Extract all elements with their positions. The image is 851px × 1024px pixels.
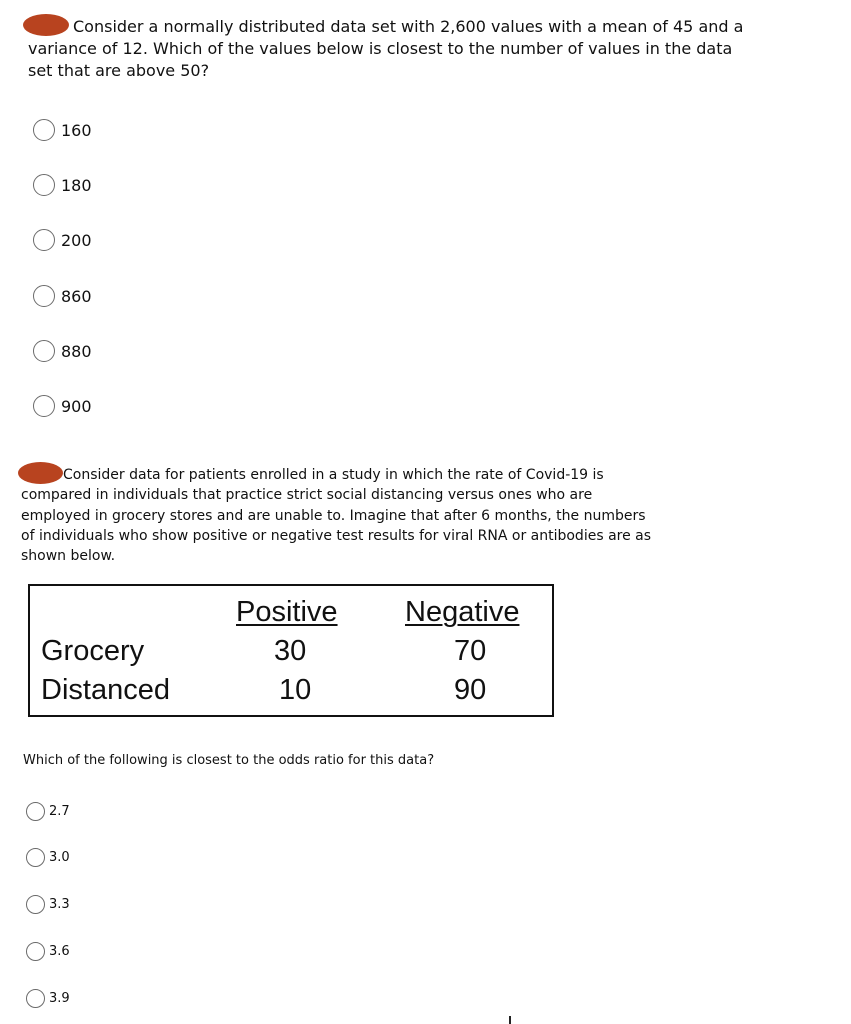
radio-button[interactable] <box>26 895 45 914</box>
row-label-distanced: Distanced <box>41 674 170 706</box>
header-negative: Negative <box>405 596 520 628</box>
radio-button[interactable] <box>33 395 55 417</box>
option-label: 160 <box>61 120 92 140</box>
q2-option-3-6[interactable] <box>26 942 70 961</box>
option-label: 3.3 <box>49 897 70 912</box>
q1-option-200[interactable] <box>33 229 92 251</box>
radio-button[interactable] <box>26 989 45 1008</box>
option-label: 860 <box>61 286 92 306</box>
question-1-text: Consider a normally distributed data set with 2,600 values with a mean of 45 and a variance of 12. Which of the values below is closest to the number of values in the data set that are above 50? <box>28 17 744 81</box>
cell-grocery-negative: 70 <box>454 635 487 667</box>
contingency-table <box>28 584 554 717</box>
radio-button[interactable] <box>26 802 45 821</box>
radio-button[interactable] <box>33 340 55 362</box>
q2-option-3-0[interactable] <box>26 848 70 867</box>
q2-option-3-3[interactable] <box>26 895 70 914</box>
option-label: 3.9 <box>49 991 70 1006</box>
q1-option-880[interactable] <box>33 340 92 362</box>
row-label-grocery: Grocery <box>41 635 145 667</box>
q1-option-160[interactable] <box>33 119 92 141</box>
radio-button[interactable] <box>33 174 55 196</box>
q1-option-180[interactable] <box>33 174 92 196</box>
option-label: 2.7 <box>49 804 70 819</box>
radio-button[interactable] <box>33 229 55 251</box>
radio-button[interactable] <box>33 285 55 307</box>
q2-option-2-7[interactable] <box>26 802 70 821</box>
header-positive: Positive <box>236 596 338 628</box>
option-label: 180 <box>61 175 92 195</box>
option-label: 200 <box>61 230 92 250</box>
option-label: 3.6 <box>49 944 70 959</box>
option-label: 3.0 <box>49 850 70 865</box>
q1-option-900[interactable] <box>33 395 92 417</box>
cell-distanced-negative: 90 <box>454 674 487 706</box>
radio-button[interactable] <box>33 119 55 141</box>
radio-button[interactable] <box>26 848 45 867</box>
option-label: 880 <box>61 341 92 361</box>
cell-grocery-positive: 30 <box>274 635 307 667</box>
q2-option-3-9[interactable] <box>26 989 70 1008</box>
option-label: 900 <box>61 396 92 416</box>
q1-option-860[interactable] <box>33 285 92 307</box>
radio-button[interactable] <box>26 942 45 961</box>
odds-ratio-prompt: Which of the following is closest to the odds ratio for this data? <box>23 753 435 768</box>
text-cursor-mark <box>509 1016 511 1024</box>
cell-distanced-positive: 10 <box>279 674 312 706</box>
question-2-text: Consider data for patients enrolled in a study in which the rate of Covid-19 is compared in individuals that practice strict social distancing versus ones who are employed in grocery stores and are unable to. Imagine that after 6 months, the numbers of individuals who show positive or negative test results for viral RNA or antibodies are as shown below. <box>21 467 652 565</box>
